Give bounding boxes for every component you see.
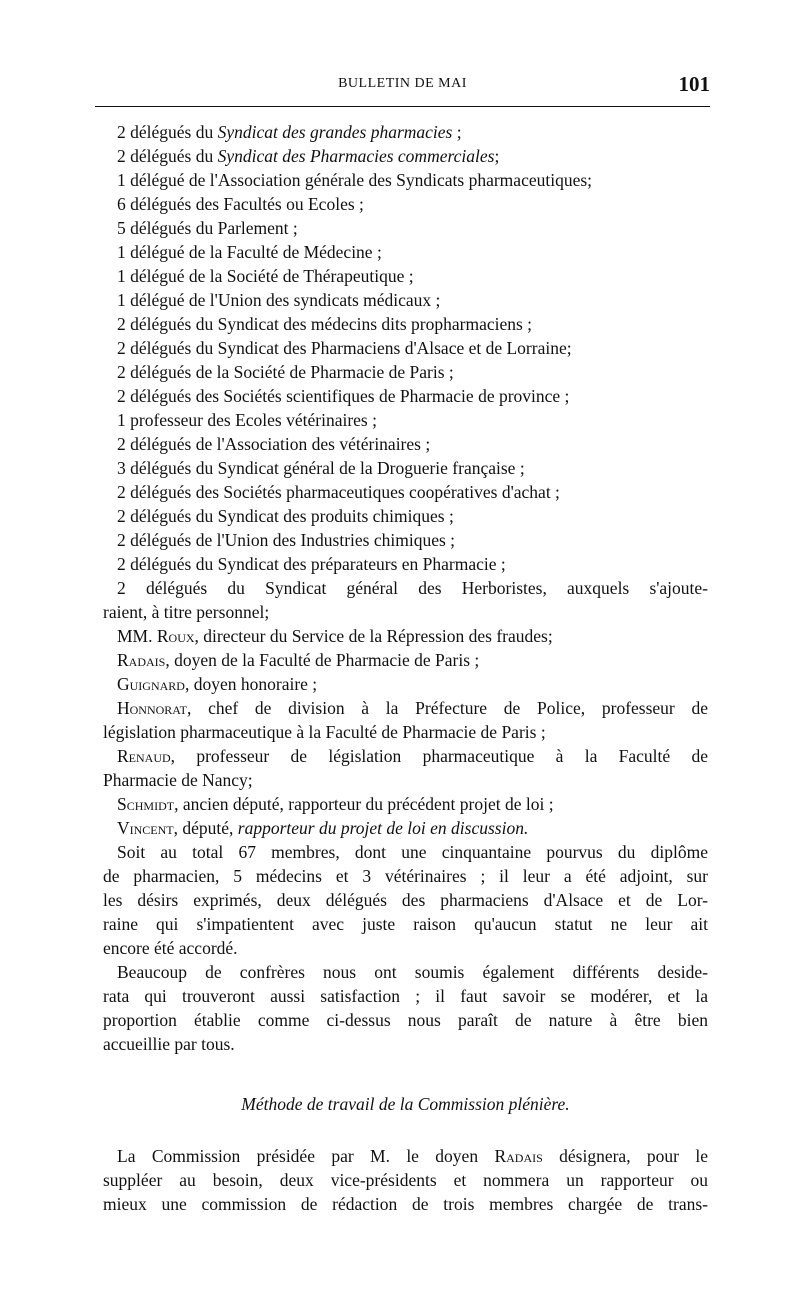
body-text xyxy=(103,120,708,1216)
page-number: 101 xyxy=(678,72,710,96)
list-item: 2 délégués du Syndicat des préparateurs en Pharmacie ; xyxy=(117,554,506,574)
paragraph-line: mieux une commission de rédaction de trois membres chargée de trans- xyxy=(103,1194,708,1214)
list-item: 6 délégués des Facultés ou Ecoles ; xyxy=(117,194,364,214)
paragraph-line: encore été accordé. xyxy=(103,938,238,958)
paragraph-line: de pharmacien, 5 médecins et 3 vétérinaires ; il leur a été adjoint, sur xyxy=(103,866,708,886)
paragraph-desiderata xyxy=(103,960,708,1056)
running-title: BULLETIN DE MAI xyxy=(338,76,467,91)
list-item: 2 délégués de l'Union des Industries chimiques ; xyxy=(117,530,456,550)
list-item: 2 délégués des Sociétés scientifiques de Pharmacie de province ; xyxy=(117,386,570,406)
running-header xyxy=(95,72,710,102)
delegate-list xyxy=(103,120,708,624)
list-item: 1 professeur des Ecoles vétérinaires ; xyxy=(117,410,377,430)
list-item-herboristes-cont: raient, à titre personnel; xyxy=(103,602,270,622)
paragraph-total xyxy=(103,840,708,960)
list-item: 2 délégués de l'Association des vétérinaires ; xyxy=(117,434,431,454)
list-item: 2 délégués du Syndicat des médecins dits propharmaciens ; xyxy=(117,314,533,334)
member-list xyxy=(103,624,708,840)
paragraph-commission xyxy=(103,1144,708,1216)
paragraph-line: Soit au total 67 membres, dont une cinquantaine pourvus du diplôme xyxy=(117,842,708,862)
paragraph-line: rata qui trouveront aussi satisfaction ; il faut savoir se modérer, et la xyxy=(103,986,708,1006)
list-item: 2 délégués de la Société de Pharmacie de Paris ; xyxy=(117,362,454,382)
list-item: 2 délégués du Syndicat des produits chimiques ; xyxy=(117,506,454,526)
list-item: 2 délégués du Syndicat des Pharmacies commerciales; xyxy=(117,146,500,166)
paragraph-line: accueillie par tous. xyxy=(103,1034,235,1054)
paragraph-line: suppléer au besoin, deux vice-présidents et nommera un rapporteur ou xyxy=(103,1170,708,1190)
member-roux: MM. Roux, directeur du Service de la Répression des fraudes; xyxy=(117,626,553,646)
list-item: 2 délégués du Syndicat des Pharmaciens d'Alsace et de Lorraine; xyxy=(117,338,572,358)
list-item: 2 délégués des Sociétés pharmaceutiques coopératives d'achat ; xyxy=(117,482,560,502)
paragraph-line: raine qui s'impatientent avec juste raison qu'aucun statut ne leur ait xyxy=(103,914,708,934)
list-item: 2 délégués du Syndicat des grandes pharmacies ; xyxy=(117,122,462,142)
paragraph-line: les désirs exprimés, deux délégués des pharmaciens d'Alsace et de Lor- xyxy=(103,890,708,910)
paragraph-line: La Commission présidée par M. le doyen Radais désignera, pour le xyxy=(117,1146,708,1166)
paragraph-line: Beaucoup de confrères nous ont soumis également différents deside- xyxy=(117,962,708,982)
member-renaud-cont: Pharmacie de Nancy; xyxy=(103,770,253,790)
section-heading: Méthode de travail de la Commission plénière. xyxy=(241,1094,570,1114)
member-schmidt: Schmidt, ancien député, rapporteur du précédent projet de loi ; xyxy=(117,794,554,814)
list-item: 1 délégué de l'Association générale des Syndicats pharmaceutiques; xyxy=(117,170,593,190)
member-honnorat-cont: législation pharmaceutique à la Faculté de Pharmacie de Paris ; xyxy=(103,722,546,742)
header-rule xyxy=(95,106,710,107)
list-item: 1 délégué de l'Union des syndicats médicaux ; xyxy=(117,290,441,310)
list-item: 1 délégué de la Faculté de Médecine ; xyxy=(117,242,382,262)
list-item: 1 délégué de la Société de Thérapeutique ; xyxy=(117,266,414,286)
member-vincent: Vincent, député, rapporteur du projet de loi en discussion. xyxy=(117,818,529,838)
list-item: 5 délégués du Parlement ; xyxy=(117,218,298,238)
member-guignard: Guignard, doyen honoraire ; xyxy=(117,674,318,694)
paragraph-line: proportion établie comme ci-dessus nous paraît de nature à être bien xyxy=(103,1010,708,1030)
member-honnorat: Honnorat, chef de division à la Préfecture de Police, professeur de xyxy=(117,698,708,718)
member-renaud: Renaud, professeur de législation pharmaceutique à la Faculté de xyxy=(117,746,708,766)
member-radais: Radais, doyen de la Faculté de Pharmacie de Paris ; xyxy=(117,650,480,670)
list-item: 3 délégués du Syndicat général de la Droguerie française ; xyxy=(117,458,525,478)
list-item-herboristes: 2 délégués du Syndicat général des Herboristes, auxquels s'ajoute- xyxy=(117,578,708,598)
